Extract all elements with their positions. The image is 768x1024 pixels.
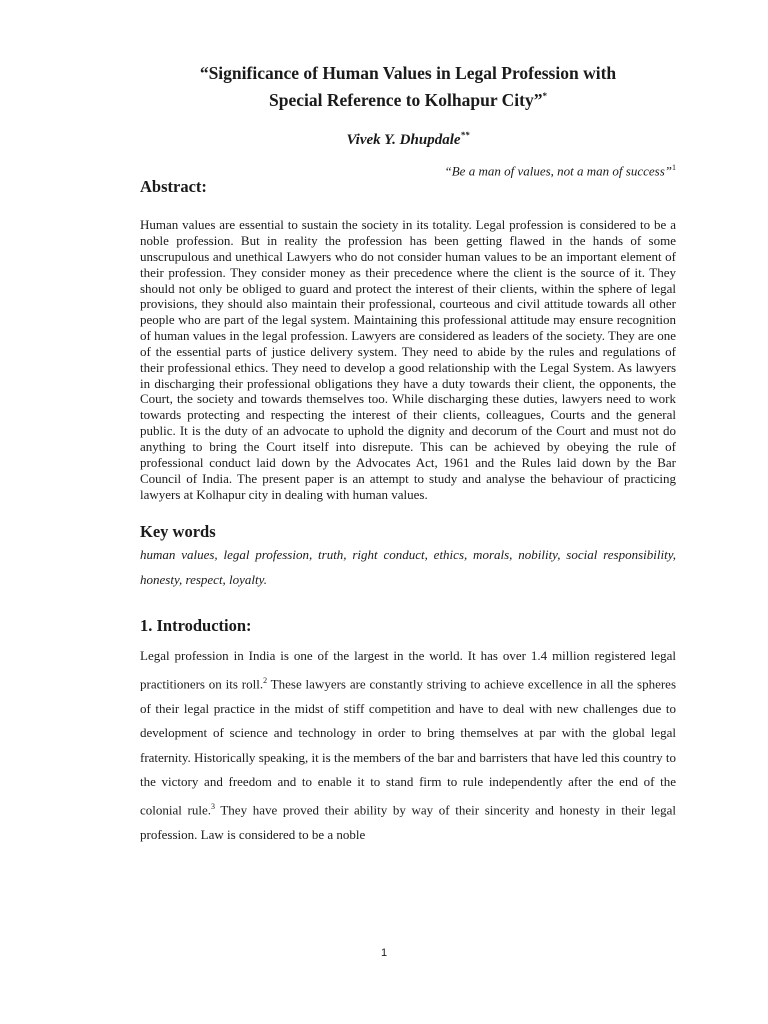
epigraph-text: “Be a man of values, not a man of success” bbox=[444, 163, 672, 179]
keywords-text: human values, legal profession, truth, right conduct, ethics, morals, nobility, social responsibility, honesty, respect, loyalty. bbox=[140, 547, 676, 588]
epigraph-footnote-ref[interactable]: 1 bbox=[672, 162, 676, 172]
introduction-text bbox=[140, 644, 676, 847]
title-line-1: “Significance of Human Values in Legal Profession with bbox=[199, 63, 617, 83]
intro-part-2: These lawyers are constantly striving to achieve excellence in all the spheres of their legal practice in the midst of stiff competition and have to deal with new challenges due to development of science and technology in order to bring themselves at par with the global legal fraternity. Historically speaking, it is the members of the bar and barristers that have led this country to the victory and freedom and to enable it to stand firm to rule independently after the end of the colonial rule. bbox=[140, 676, 676, 817]
author-footnote-mark: ** bbox=[460, 129, 470, 140]
keywords-heading: Key words bbox=[140, 522, 216, 542]
intro-part-1: Legal profession in India is one of the largest in the world. It has over 1.4 million registered legal practitioners on its roll. bbox=[140, 648, 676, 692]
paper-page bbox=[140, 62, 676, 847]
abstract-text: Human values are essential to sustain the society in its totality. Legal profession is considered to be a noble profession. But in reality the profession has been getting flawed in the hands of some unscrupulous and unethical Lawyers who do not consider human values to be an important element of their profession. They consider money as their precedence where the client is the source of it. They should not only be obliged to guard and protect the interest of their clients, within the sphere of legal provisions, they should also maintain their professional, courteous and civil attitude towards all other people who are part of the legal system. Maintaining this professional attitude may ensure recognition of human values in the legal profession. Lawyers are considered as leaders of the society. They are one of the essential parts of justice delivery system. They need to abide by the rules and regulations of their professional ethics. They need to develop a good relationship with the Legal System. As lawyers in discharging their professional obligations they have a duty towards their client, the opponents, the Court, the society and towards themselves too. While discharging these duties, lawyers need to work towards protecting and respecting the interest of their clients, colleagues, Courts and the general public. It is the duty of an advocate to uphold the dignity and decorum of the Court and must not do anything to bring the Court itself into disrepute. This can be achieved by obeying the rule of professional conduct laid down by the Advocates Act, 1961 and the Rules laid down by the Bar Council of India. The present paper is an attempt to study and analyse the behaviour of practicing lawyers at Kolhapur city in dealing with human values. bbox=[140, 217, 676, 502]
footnote-ref-2[interactable]: 2 bbox=[263, 675, 268, 685]
title-line-2: Special Reference to Kolhapur City” bbox=[269, 89, 543, 110]
author-name: Vivek Y. Dhupdale bbox=[346, 131, 461, 148]
introduction-heading: 1. Introduction: bbox=[140, 616, 252, 636]
paper-title bbox=[140, 62, 676, 112]
abstract-heading: Abstract: bbox=[140, 177, 207, 197]
title-footnote-mark: * bbox=[542, 91, 547, 101]
footnote-ref-3[interactable]: 3 bbox=[210, 801, 215, 811]
intro-part-3: They have proved their ability by way of their sincerity and honesty in their legal profession. Law is considered to be a noble bbox=[140, 802, 676, 842]
page-number: 1 bbox=[380, 947, 388, 959]
author-line bbox=[140, 130, 676, 149]
